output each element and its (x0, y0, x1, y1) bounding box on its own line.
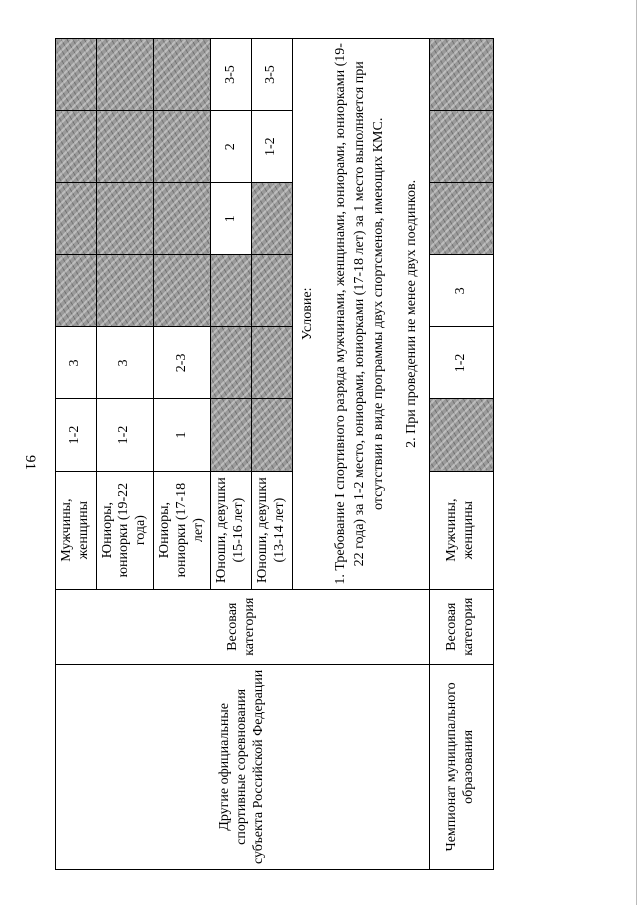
rotated-table-wrapper (55, 38, 477, 870)
shaded-cell (96, 111, 153, 183)
place-cell: 1-2 (251, 111, 292, 183)
page-number: 91 (22, 455, 38, 470)
group-cell: Мужчины, женщины (56, 471, 97, 589)
group-cell: Юноши, девушки (13-14 лет) (251, 471, 292, 589)
place-cell: 3 (96, 327, 153, 399)
event-name-cell: Другие официальные спортивные соревнования субъекта Российской Федерации (56, 664, 430, 869)
scan-edge-line (636, 0, 637, 905)
program-cell: Весовая категория (56, 589, 430, 664)
group-cell: Юноши, девушки (15-16 лет) (211, 471, 252, 589)
place-cell: 2-3 (153, 327, 210, 399)
shaded-cell (153, 111, 210, 183)
shaded-cell (429, 399, 493, 471)
place-cell: 1 (211, 183, 252, 255)
shaded-cell (153, 255, 210, 327)
place-cell: 1-2 (96, 399, 153, 471)
shaded-cell (251, 255, 292, 327)
shaded-cell (429, 111, 493, 183)
condition-cell (292, 39, 429, 590)
shaded-cell (429, 183, 493, 255)
place-cell: 3 (56, 327, 97, 399)
ranking-table (55, 38, 494, 870)
place-cell: 1 (153, 399, 210, 471)
table-row (56, 39, 97, 870)
condition-note-2: 2. При проведении не менее двух поединков. (403, 179, 419, 448)
place-cell: 3-5 (211, 39, 252, 111)
group-cell: Мужчины, женщины (429, 471, 493, 589)
shaded-cell (96, 183, 153, 255)
event-name-cell: Чемпионат муниципального образования (429, 664, 493, 869)
shaded-cell (56, 183, 97, 255)
place-cell: 1-2 (56, 399, 97, 471)
shaded-cell (96, 39, 153, 111)
table-row (429, 39, 493, 870)
shaded-cell (56, 111, 97, 183)
program-cell: Весовая категория (429, 589, 493, 664)
place-cell: 2 (211, 111, 252, 183)
place-cell: 3 (429, 255, 493, 327)
group-cell: Юниоры, юниорки (19-22 года) (96, 471, 153, 589)
shaded-cell (56, 255, 97, 327)
shaded-cell (56, 39, 97, 111)
shaded-cell (211, 327, 252, 399)
shaded-cell (153, 39, 210, 111)
condition-note-1: 1. Требование I спортивного разряда мужчинами, женщинами, юниорами, юниорками (19-22 года) за 1-2 место, юниорами, юниорками (17-18 лет) за 1 место выполняется при отсутствии в виде программы двух спортсменов, имеющих КМС. (333, 43, 386, 585)
shaded-cell (96, 255, 153, 327)
shaded-cell (251, 399, 292, 471)
shaded-cell (211, 255, 252, 327)
shaded-cell (429, 39, 493, 111)
condition-title: Условие: (300, 287, 316, 341)
place-cell: 3-5 (251, 39, 292, 111)
shaded-cell (211, 399, 252, 471)
shaded-cell (153, 183, 210, 255)
shaded-cell (251, 183, 292, 255)
group-cell: Юниоры, юниорки (17-18 лет) (153, 471, 210, 589)
place-cell: 1-2 (429, 327, 493, 399)
shaded-cell (251, 327, 292, 399)
